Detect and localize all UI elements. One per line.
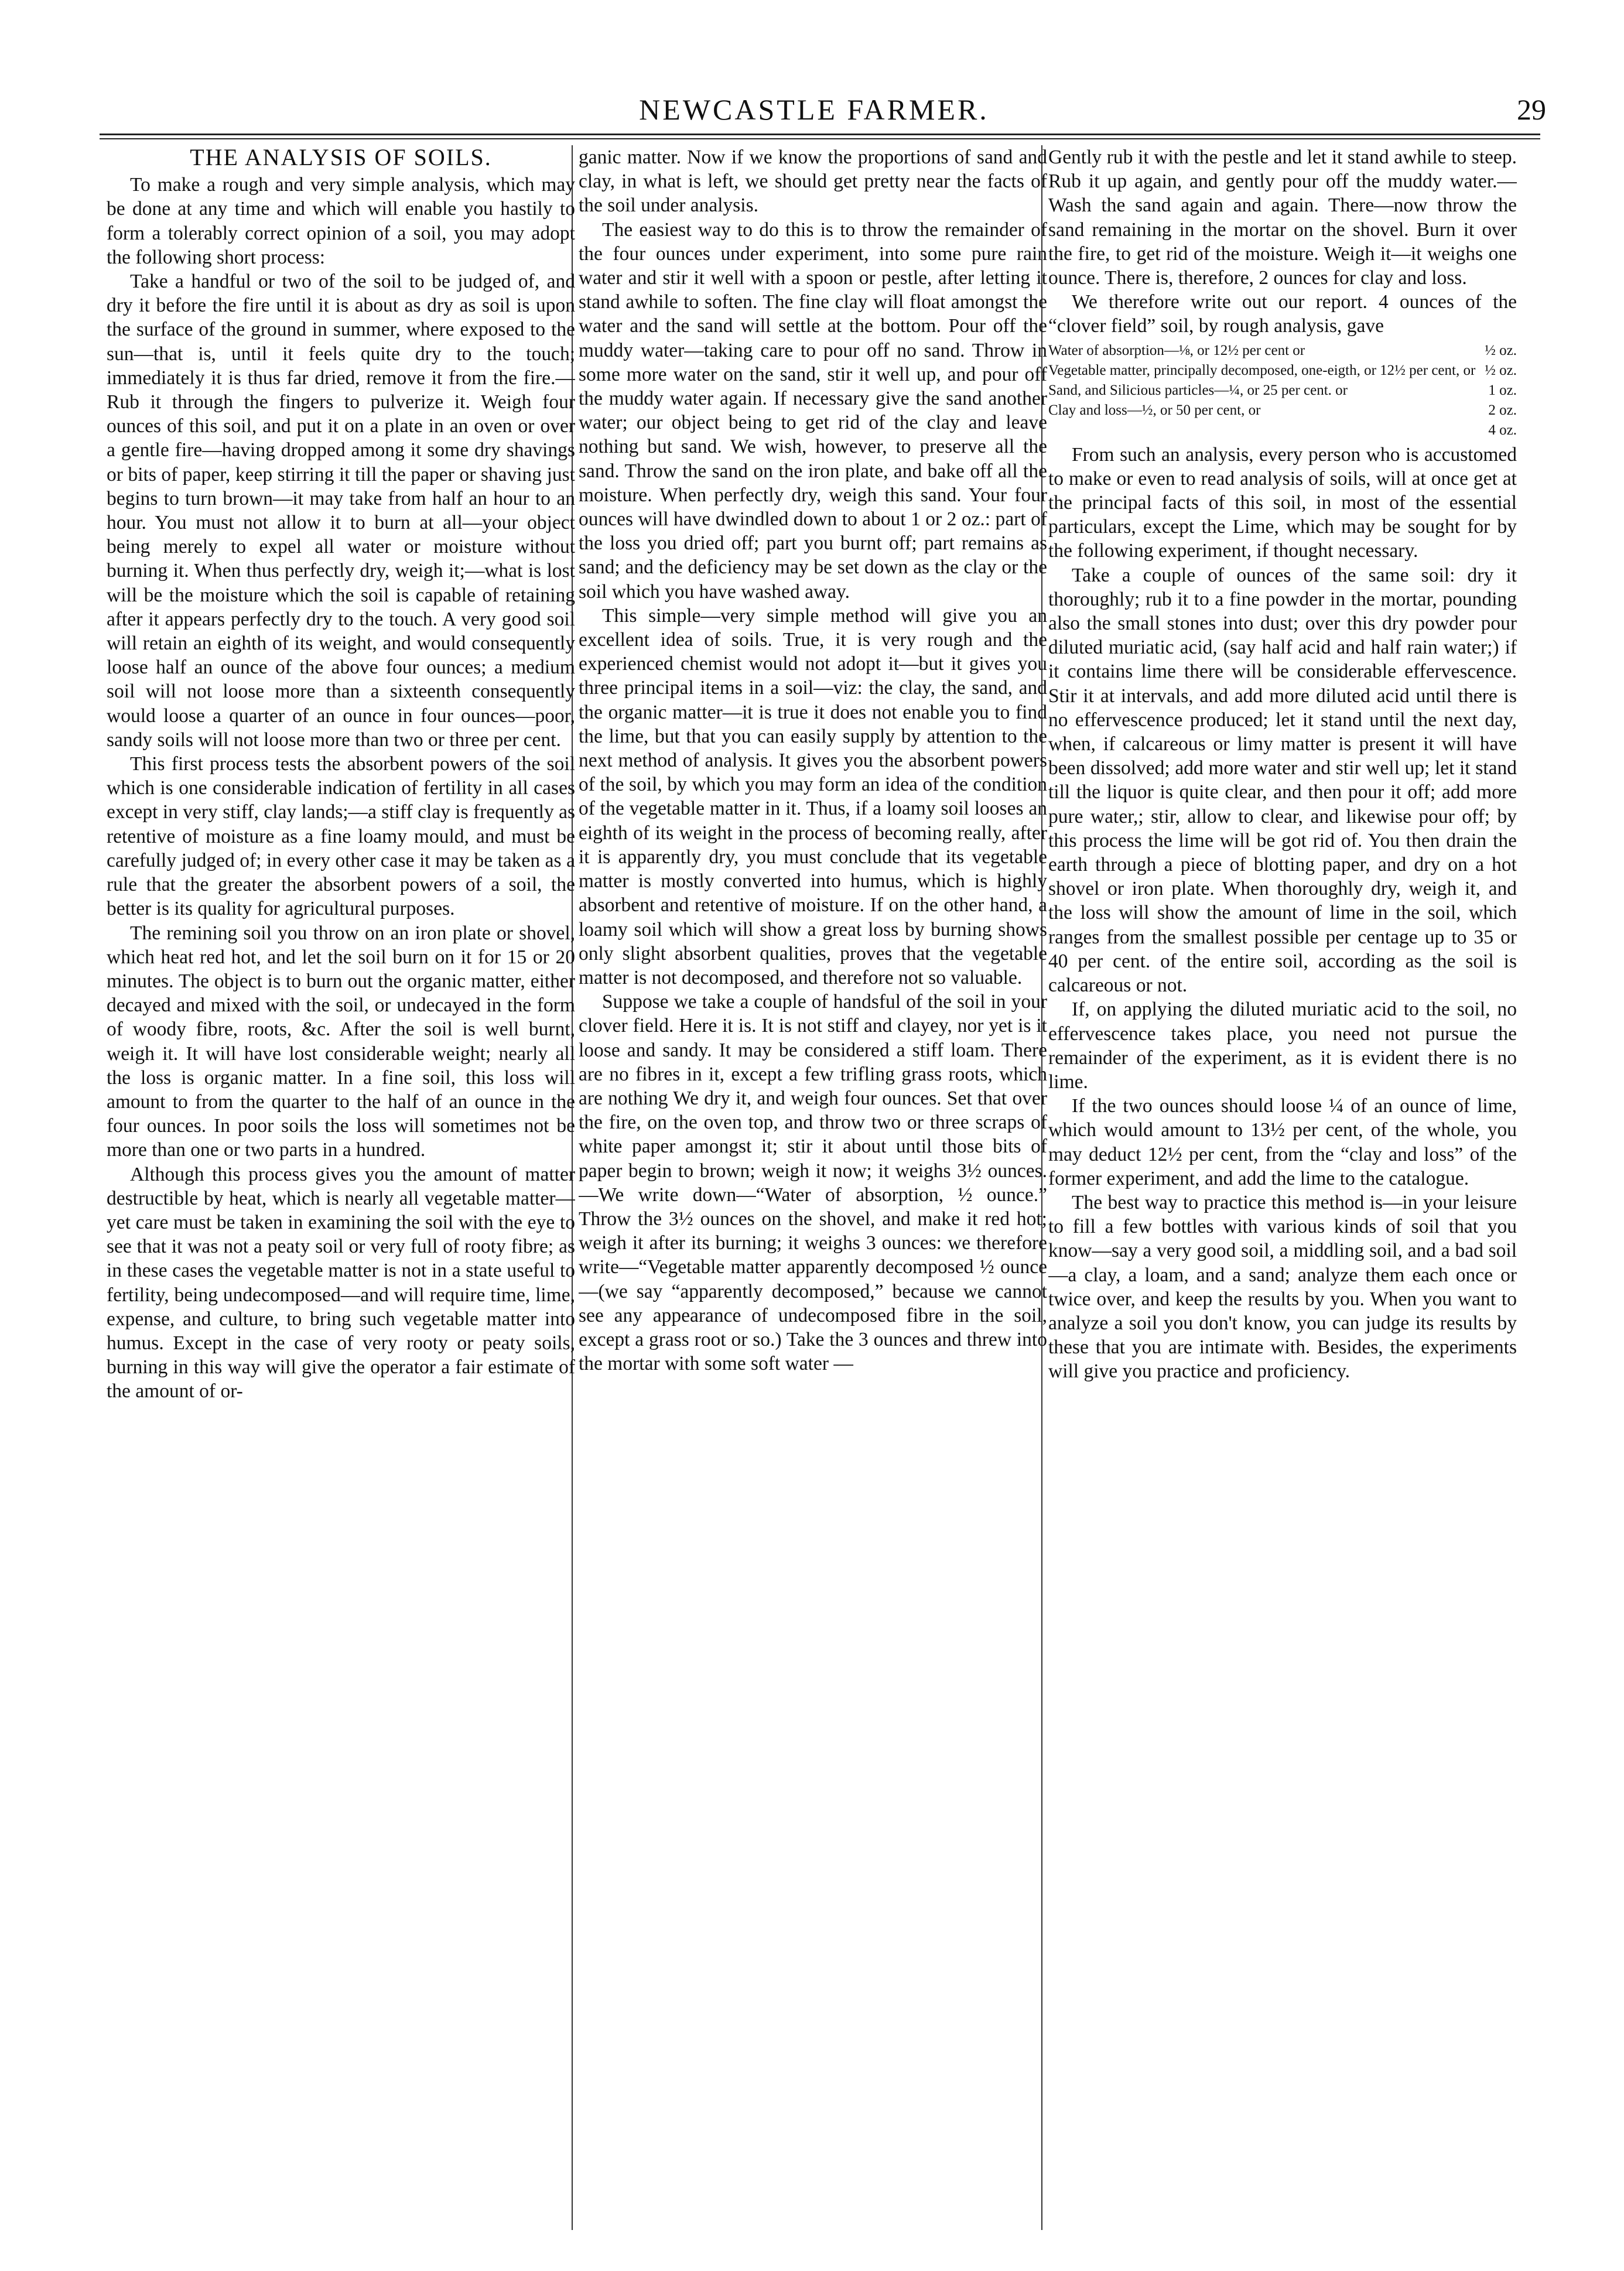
page-header — [82, 88, 1546, 135]
report-line — [1048, 401, 1517, 420]
report-label: Water of absorption—⅛, or 12½ per cent or — [1048, 342, 1305, 358]
paragraph: The remining soil you throw on an iron plate or shovel, which heat red hot, and let the soil burn on it for 15 or 20 minutes. The object is to burn out the organic matter, either decayed and mixed with the soil, or undecayed in the form of woody fibre, roots, &c. After the soil is well burnt, weigh it. It will have lost considerable weight; nearly all the loss is organic matter. In a fine soil, this loss will amount to from the quarter to the half of an ounce in the four ounces. In poor soils the loss will sometimes not be more than one or two parts in a hundred. — [107, 922, 575, 1161]
newspaper-title: NEWCASTLE FARMER. — [639, 93, 989, 126]
report-total: 4 oz. — [1488, 422, 1517, 438]
paragraph: Take a couple of ounces of the same soil: dry it thoroughly; rub it to a fine powder in the mortar, pounding also the small stones into dust; over this dry powder pour diluted muriatic acid, (say half acid and half rain water;) if it contains lime there will be considerable effervescence. Stir it at intervals, and add more diluted acid until there is no effervescence produced; let it stand until the next day, when, if calcareous or limy matter is present it will have been dissolved; add more water and stir well up; let it stand till the liquor is quite clear, and then pour it off; add more pure water,; stir, allow to clear, and likewise pour off; by this process the lime will be got rid of. You then drain the earth through a piece of blotting paper, and dry on a hot shovel or iron plate. When thoroughly dry, weigh it, and the loss will show the amount of lime in the soil, which ranges from the smallest possible per centage up to 35 or 40 per cent. of the entire soil, according as the soil is calcareous or not. — [1048, 564, 1517, 997]
report-value: 1 oz. — [1488, 382, 1517, 398]
paragraph: Suppose we take a couple of handsful of the soil in your clover field. Here it is. It is not stiff and clayey, nor yet is it loose and sandy. It may be considered a stiff loam. There are no fibres in it, except a few trifling grass roots, which are nothing We dry it, and weigh four ounces. Set that over the fire, on the oven top, and throw two or three scraps of white paper amongst it; stir it about until those bits of paper begin to brown; weigh it now; it weighs 3½ ounces.—We write down—“Water of absorption, ½ ounce.” Throw the 3½ ounces on the shovel, and make it red hot; weigh it after its burning; it weighs 3 ounces: we therefore write—“Vegetable matter apparently decomposed ½ ounce—(we say “apparently decomposed,” because we cannot see any appearance of undecomposed fibre in the soil, except a grass root or so.) Take the 3 ounces and threw into the mortar with some soft water — — [579, 991, 1047, 1375]
report-label: Vegetable matter, principally decomposed, one-eigth, or 12½ per cent, or — [1048, 362, 1476, 378]
report-value: ½ oz. — [1485, 342, 1517, 358]
report-line — [1048, 381, 1517, 401]
paragraph: This first process tests the absorbent powers of the soil which is one considerable indication of fertility in all cases except in very stiff, clay lands;—a stiff clay is frequently as retentive of moisture as a fine loamy mould, and must be carefully judged of; in every other case it may be taken as a rule that the greater the absorbent powers of a soil, the better is its quality for agricultural purposes. — [107, 753, 575, 920]
paragraph: The easiest way to do this is to throw the remainder of the four ounces under experiment, into some pure rain water and stir it well with a spoon or pestle, after letting it stand awhile to soften. The fine clay will float amongst the water and the sand will settle at the bottom. Pour off the muddy water—taking care to pour off no sand. Throw in some more water on the sand, stir it well up, and pour off the muddy water again. If necessary give the sand another water; our object being to get rid of the clay and leave nothing but sand. We wish, however, to preserve all the sand. Throw the sand on the iron plate, and bake off all the moisture. When perfectly dry, weigh this sand. Your four ounces will have dwindled down to about 1 or 2 oz.: part of the loss you dried off; part you burnt off; part remains as sand; and the deficiency may be set down as the clay or the soil which you have washed away. — [579, 218, 1047, 603]
column-1 — [107, 145, 575, 2230]
report-label: Clay and loss—½, or 50 per cent, or — [1048, 402, 1261, 418]
paragraph: ganic matter. Now if we know the proportions of sand and clay, in what is left, we should get pretty near the facts of the soil under analysis. — [579, 146, 1047, 217]
paragraph: From such an analysis, every person who is accustomed to make or even to read analysis of soils, will at once get at the principal facts of this soil, in most of the essential particulars, except the Lime, which may be sought for by the following experiment, if thought necessary. — [1048, 443, 1517, 562]
report-line — [1048, 341, 1517, 361]
column-3 — [1048, 145, 1517, 2230]
paragraph: Although this process gives you the amount of matter destructible by heat, which is nearly all vegetable matter—yet care must be taken in examining the soil with the eye to see that it was not a peaty soil or very full of rooty fibre; as in these cases the vegetable matter is not in a state useful to fertility, being undecomposed—and will require time, lime, expense, and culture, to bring such vegetable matter into humus. Except in the case of very rooty or peaty soils, burning in this way will give the operator a fair estimate of the amount of or- — [107, 1163, 575, 1403]
article-title: THE ANALYSIS OF SOILS. — [190, 145, 492, 170]
paragraph: If the two ounces should loose ¼ of an ounce of lime, which would amount to 13½ per cent, of the whole, you may deduct 12½ per cent, from the “clay and loss” of the former experiment, and add the lime to the catalogue. — [1048, 1095, 1517, 1189]
header-rule-thin — [100, 138, 1540, 139]
report-value: 2 oz. — [1488, 402, 1517, 418]
column-2 — [579, 145, 1047, 2230]
paragraph: Take a handful or two of the soil to be judged of, and dry it before the fire until it is about as dry as soil is upon the surface of the ground in summer, where exposed to the sun—that is, until it feels quite dry to the touch; immediately it is thus far dried, remove it from the fire.—Rub it through the fingers to pulverize it. Weigh four ounces of this soil, and put it on a plate in an oven or over a gentle fire—having dropped among it some dry shavings or bits of paper, keep stirring it till the paper or shaving just begins to turn brown—it may take from half an hour to an hour. You must not allow it to burn at all—your object being merely to expel all water or moisture without burning it. When thus perfectly dry, weigh it;—what is lost will be the moisture which the soil is capable of retaining after it appears perfectly dry to the touch. A very good soil will retain an eighth of its weight, and would consequently loose half an ounce of the above four ounces; a medium soil will not loose more than a sixteenth consequently would loose a quarter of an ounce in four ounces—poor, sandy soils will not loose more than two or three per cent. — [107, 271, 575, 751]
paragraph: We therefore write out our report. 4 ounces of the “clover field” soil, by rough analysis, gave — [1048, 291, 1517, 337]
paragraph: To make a rough and very simple analysis, which may be done at any time and which will enable you hastily to form a tolerably correct opinion of a soil, you may adopt the following short process: — [107, 174, 575, 268]
report-label: Sand, and Silicious particles—¼, or 25 per cent. or — [1048, 382, 1348, 398]
report-line — [1048, 361, 1517, 381]
paragraph: The best way to practice this method is—in your leisure to fill a few bottles with various kinds of soil that you know—say a very good soil, a middling soil, and a bad soil—a clay, a loam, and a sand; analyze them each once or twice over, and keep the results by you. When you want to analyze a soil you don't know, you can judge its results by these that you are intimate with. Besides, the experiments will give you practice and proficiency. — [1048, 1191, 1517, 1383]
page-number: 29 — [1517, 93, 1546, 126]
analysis-report — [1048, 341, 1517, 440]
paragraph: If, on applying the diluted muriatic acid to the soil, no effervescence takes place, you need not pursue the remainder of the experiment, as it is evident there is no lime. — [1048, 998, 1517, 1093]
paragraph: This simple—very simple method will give you an excellent idea of soils. True, it is very rough and the experienced chemist would not adopt it—but it gives you three principal items in a soil—viz: the clay, the sand, and the organic matter—it is true it does not enable you to find the lime, but that you can easily supply by attention to the next method of analysis. It gives you the absorbent powers of the soil, by which you may form an idea of the condition of the vegetable matter in it. Thus, if a loamy soil looses an eighth of its weight in the process of becoming really, after it is apparently dry, you must conclude that its vegetable matter is mostly converted into humus, which is highly absorbent and retentive of moisture. If on the other hand, a loamy soil which will show a great loss by burning shows only slight absorbent qualities, proves that the vegetable matter is not decomposed, and therefore not so valuable. — [579, 604, 1047, 989]
paragraph: Gently rub it with the pestle and let it stand awhile to steep. Rub it up again, and gently pour off the muddy water.—Wash the sand again and again. There—now throw the sand remaining in the mortar on the shovel. Burn it over the fire, to get rid of the moisture. Weigh it—it weighs one ounce. There is, therefore, 2 ounces for clay and loss. — [1048, 146, 1517, 289]
report-value: ½ oz. — [1485, 362, 1517, 378]
header-rule — [100, 134, 1540, 135]
